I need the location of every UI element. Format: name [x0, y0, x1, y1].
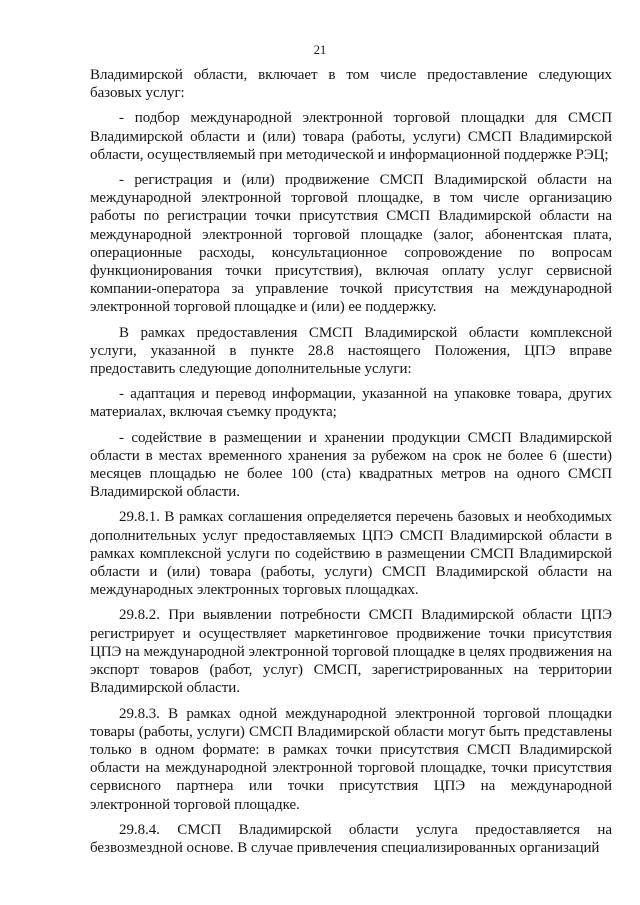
paragraph-basic-service-selection: - подбор международной электронной торговой площадки для СМСП Владимирской области и (или) товара (работы, услуги) СМСП Владимирской области, осуществляемый при методической и информационной поддержке РЭЦ;	[90, 110, 612, 163]
paragraph-additional-service-storage: - содействие в размещении и хранении продукции СМСП Владимирской области в местах временного хранения за рубежом на срок не более 6 (шести) месяцев площадью не более 100 (ста) квадратных метров на одного СМСП Владимирской области.	[90, 429, 612, 501]
paragraph-clause-29-8-1: 29.8.1. В рамках соглашения определяется перечень базовых и необходимых дополнительных услуг предоставляемых ЦПЭ СМСП Владимирской области в рамках комплексной услуги по содействию в размещении СМСП Владимирской области и (или) товара (работы, услуги) СМСП Владимирской области на международных электронных торговых площадках.	[90, 509, 612, 599]
paragraph-additional-services-intro: В рамках предоставления СМСП Владимирской области комплексной услуги, указанной в пункте 28.8 настоящего Положения, ЦПЭ вправе предоставить следующие дополнительные услуги:	[90, 324, 612, 378]
paragraph-clause-29-8-4: 29.8.4. СМСП Владимирской области услуга предоставляется на безвозмездной основе. В случае привлечения специализированных организаций	[90, 821, 612, 856]
page-number: 21	[313, 43, 327, 57]
paragraph-continuation: Владимирской области, включает в том числе предоставление следующих базовых услуг:	[90, 67, 612, 102]
paragraph-additional-service-adaptation: - адаптация и перевод информации, указанной на упаковке товара, других материалах, включая съемку продукта;	[90, 386, 612, 421]
page-body	[90, 66, 612, 864]
paragraph-basic-service-registration: - регистрация и (или) продвижение СМСП Владимирской области на международной электронной торговой площадке, в том числе организацию работы по регистрации точки присутствия СМСП Владимирской области на международной электронной торговой площадке (залог, абонентская плата, операционные расходы, консультационное сопровождение по вопросам функционирования точки присутствия), включая оплату услуг сервисной компании-оператора за управление точкой присутствия на международной электронной торговой площадке и (или) ее поддержку.	[90, 172, 612, 316]
paragraph-clause-29-8-3: 29.8.3. В рамках одной международной электронной торговой площадки товары (работы, услуги) СМСП Владимирской области могут быть представлены только в одном формате: в рамках точки присутствия СМСП Владимирской области на международной электронной торговой площадке, точки присутствия сервисного партнера или точки присутствия ЦПЭ на международной электронной торговой площадке.	[90, 705, 612, 813]
paragraph-clause-29-8-2: 29.8.2. При выявлении потребности СМСП Владимирской области ЦПЭ регистрирует и осуществляет маркетинговое продвижение точки присутствия ЦПЭ на международной электронной торговой площадке в целях продвижения на экспорт товаров (работ, услуг) СМСП, зарегистрированных на территории Владимирской области.	[90, 607, 612, 697]
